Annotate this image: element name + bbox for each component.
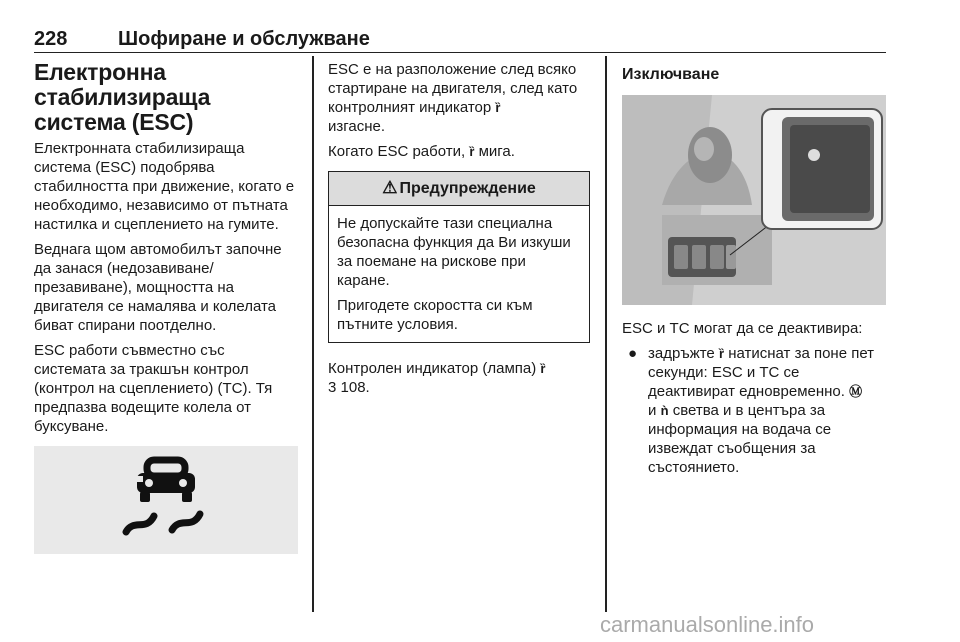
text: мига.: [478, 143, 515, 160]
esc-skid-car-icon: [34, 446, 298, 554]
esc-indicator-icon: ȑ: [718, 346, 725, 361]
page-header: [34, 28, 886, 53]
left-column: [34, 60, 300, 554]
bullet-list: [622, 344, 888, 477]
section-heading: Електронна стабилизираща система (ESC): [34, 59, 211, 135]
page-title: Шофиране и обслужване: [118, 28, 370, 50]
text: задръжте: [648, 345, 715, 362]
page-number: 228: [34, 28, 68, 50]
list-item: [622, 344, 888, 477]
section-heading: Изключване: [622, 66, 720, 83]
console-photo: [622, 95, 886, 305]
middle-column: [328, 60, 590, 403]
column-divider: [312, 56, 314, 612]
warning-triangle-icon: ⚠: [382, 178, 398, 197]
paragraph: Пригодете скоростта си към пътните условия.: [337, 297, 533, 333]
esc-indicator-icon: ȑ: [495, 100, 501, 115]
text: изгасне.: [328, 118, 386, 135]
tc-off-icon: ǹ: [660, 403, 669, 418]
esc-off-icon: Ⓜ: [849, 384, 863, 399]
paragraph: [328, 359, 590, 397]
column-divider: [605, 56, 607, 612]
text: натиснат за поне пет секунди: ESC и TC се деактивират едновременно.: [648, 345, 875, 400]
paragraph: Веднага щом автомобилът започне да занася (недозавиване/презавиване), мощността на двигателя се намалява и колелата биват спирани поотделно.: [34, 241, 282, 334]
bullet-icon: ●: [628, 345, 638, 362]
page-reference: 108.: [340, 379, 370, 396]
paragraph: ESC работи съвместно със системата за тракшън контрол (контрол на сцеплението) (TC). Тя предпазва водещите колела от буксуване.: [34, 342, 273, 435]
warning-header: [329, 172, 589, 206]
esc-indicator-icon: ȑ: [469, 144, 475, 159]
warning-body: [329, 206, 589, 342]
text: светва и в центъра за информация на водача се извеждат съобщения за състоянието.: [648, 402, 832, 476]
paragraph: [328, 142, 590, 161]
paragraph: [328, 60, 590, 136]
text: Когато ESC работи,: [328, 143, 466, 160]
right-column: [622, 60, 888, 477]
esc-indicator-icon: ȑ: [540, 361, 546, 376]
text: и: [648, 402, 657, 419]
paragraph: Не допускайте тази специална безопасна функция да Ви изкуши за поемане на рискове при каране.: [337, 215, 571, 289]
warning-title: Предупреждение: [399, 180, 536, 197]
watermark: carmanualsonline.info: [600, 612, 815, 637]
paragraph: Електронната стабилизираща система (ESC) подобрява стабилността при движение, когато е необходимо, независимо от пътната настилка и сцеплението на гумите.: [34, 140, 295, 233]
page-reference-icon: 3: [328, 379, 337, 396]
text: ESC е на разположение след всяко стартиране на двигателя, след като контролният индикатор: [328, 61, 578, 116]
warning-box: [328, 171, 590, 343]
paragraph: ESC и TC могат да се деактивира:: [622, 320, 863, 337]
text: Контролен индикатор (лампа): [328, 360, 537, 377]
